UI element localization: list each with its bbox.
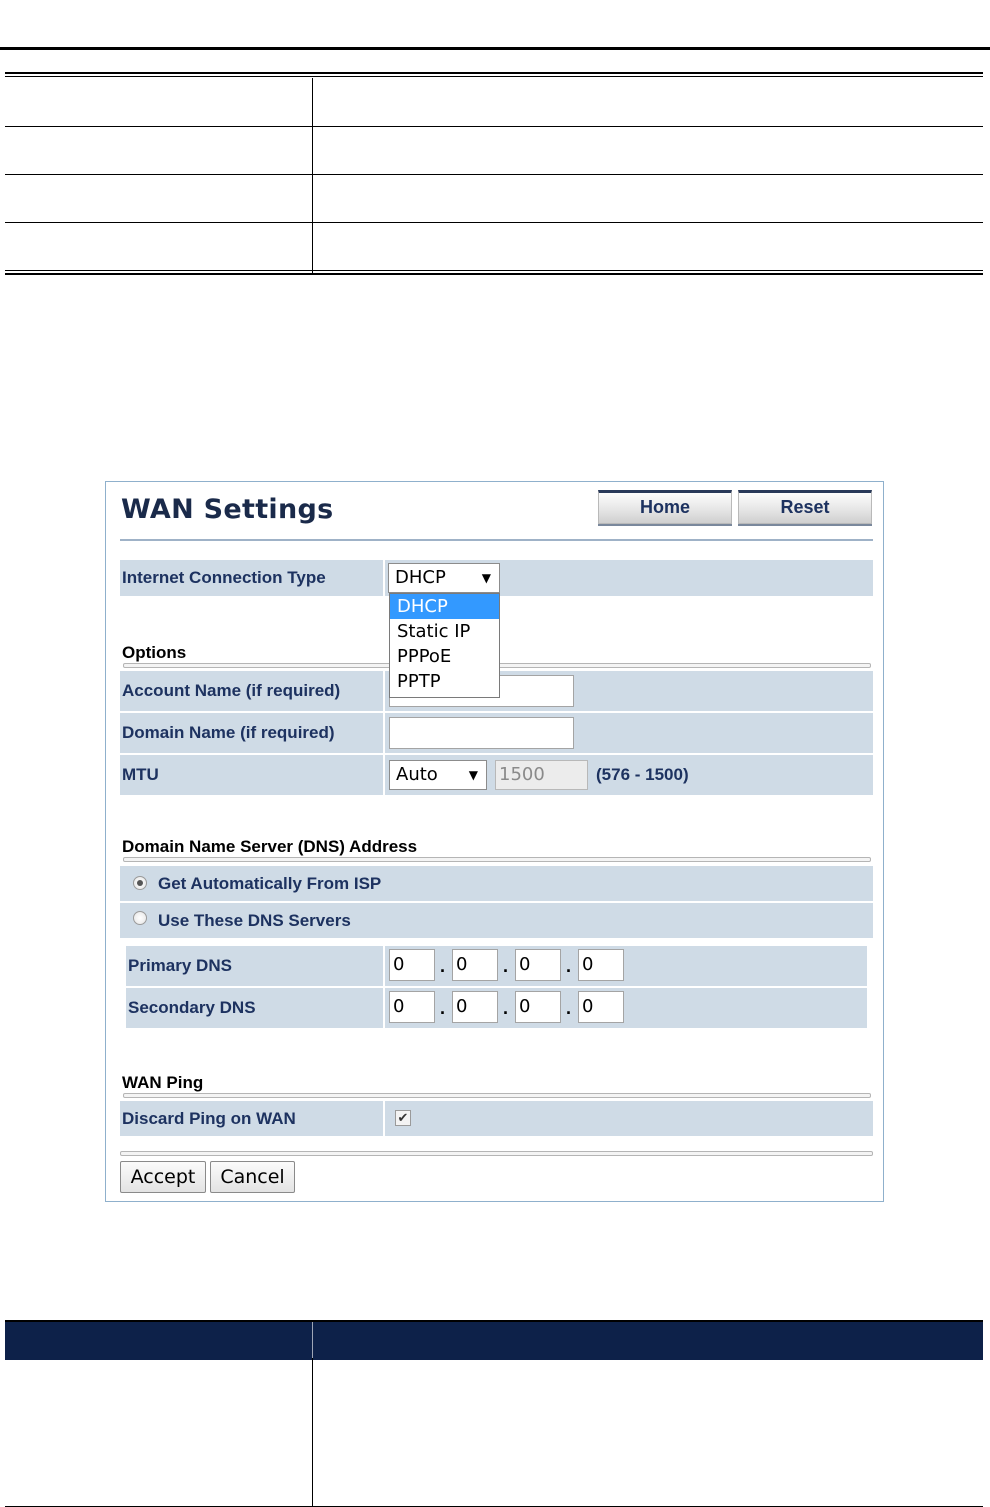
mtu-label: MTU [122, 765, 159, 784]
description-table-bottom [5, 1320, 983, 1507]
domain-name-label: Domain Name (if required) [122, 723, 335, 742]
ip-separator: . [440, 956, 446, 976]
discard-ping-label: Discard Ping on WAN [122, 1109, 296, 1128]
primary-dns-row [126, 946, 867, 986]
table-top-border [5, 72, 983, 74]
row-divider [383, 671, 385, 711]
dns-divider [123, 857, 871, 862]
connection-type-value: DHCP [395, 567, 446, 588]
chevron-down-icon: ▼ [468, 768, 478, 782]
option-dhcp[interactable]: DHCP [390, 594, 499, 619]
table-header [5, 1320, 983, 1360]
table-top-border-inner [5, 76, 983, 77]
page-title: WAN Settings [121, 494, 334, 525]
mtu-mode-select[interactable] [389, 760, 487, 790]
mtu-value-input: 1500 [495, 760, 588, 790]
wan-ping-heading: WAN Ping [122, 1073, 204, 1092]
table-bottom-border-outer [5, 273, 983, 275]
primary-dns-octet-2[interactable]: 0 [452, 949, 498, 981]
discard-ping-checkbox[interactable]: ✔ [395, 1110, 411, 1126]
table-row [5, 127, 983, 175]
dns-manual-label: Use These DNS Servers [158, 911, 351, 930]
connection-type-label: Internet Connection Type [122, 568, 326, 587]
dns-auto-row [120, 866, 873, 901]
primary-dns-octet-3[interactable]: 0 [515, 949, 561, 981]
connection-type-select[interactable] [388, 563, 500, 593]
option-pptp[interactable]: PPTP [397, 671, 441, 692]
ip-separator: . [440, 998, 446, 1018]
primary-dns-label: Primary DNS [128, 956, 232, 975]
chevron-down-icon: ▼ [481, 571, 491, 585]
option-pppoe[interactable]: PPPoE [397, 646, 452, 667]
account-name-label: Account Name (if required) [122, 681, 341, 700]
row-divider [383, 988, 385, 1028]
ip-separator: . [503, 956, 509, 976]
dns-manual-row [120, 903, 873, 938]
option-static-ip[interactable]: Static IP [397, 621, 471, 642]
discard-ping-row [120, 1101, 873, 1136]
table-row [5, 78, 983, 127]
wan-settings-panel [105, 481, 884, 1202]
ip-separator: . [503, 998, 509, 1018]
table-bottom-border [5, 270, 983, 271]
row-divider [383, 946, 385, 986]
primary-dns-octet-1[interactable]: 0 [389, 949, 435, 981]
ip-separator: . [566, 956, 572, 976]
secondary-dns-octet-2[interactable]: 0 [452, 991, 498, 1023]
mtu-mode-value: Auto [396, 764, 438, 785]
table-column-divider [312, 1358, 313, 1506]
dns-auto-label: Get Automatically From ISP [158, 874, 382, 893]
table-header-divider [312, 1322, 313, 1360]
reset-button[interactable]: Reset [738, 490, 872, 524]
options-heading: Options [122, 643, 187, 662]
connection-type-dropdown [389, 593, 500, 698]
secondary-dns-octet-1[interactable]: 0 [389, 991, 435, 1023]
secondary-dns-octet-3[interactable]: 0 [515, 991, 561, 1023]
secondary-dns-row [126, 988, 867, 1028]
accept-button[interactable]: Accept [120, 1161, 206, 1193]
wan-ping-divider [123, 1093, 871, 1098]
primary-dns-octet-4[interactable]: 0 [578, 949, 624, 981]
row-divider [383, 560, 385, 596]
table-row [5, 175, 983, 223]
domain-name-input[interactable] [389, 717, 574, 749]
secondary-dns-octet-4[interactable]: 0 [578, 991, 624, 1023]
mtu-range-text: (576 - 1500) [596, 765, 689, 784]
secondary-dns-label: Secondary DNS [128, 998, 256, 1017]
form-bottom-divider [120, 1151, 873, 1156]
row-divider [383, 755, 385, 795]
ip-separator: . [566, 998, 572, 1018]
dns-heading: Domain Name Server (DNS) Address [122, 837, 418, 856]
cancel-button[interactable]: Cancel [210, 1161, 295, 1193]
page-header-rule [0, 47, 990, 50]
row-divider [383, 713, 385, 753]
home-button[interactable]: Home [598, 490, 732, 524]
dns-auto-radio[interactable] [133, 876, 147, 890]
dns-manual-radio[interactable] [133, 911, 147, 925]
title-divider [120, 539, 873, 541]
row-divider [383, 1101, 385, 1136]
description-table-top [5, 72, 983, 274]
table-column-divider [312, 78, 313, 274]
